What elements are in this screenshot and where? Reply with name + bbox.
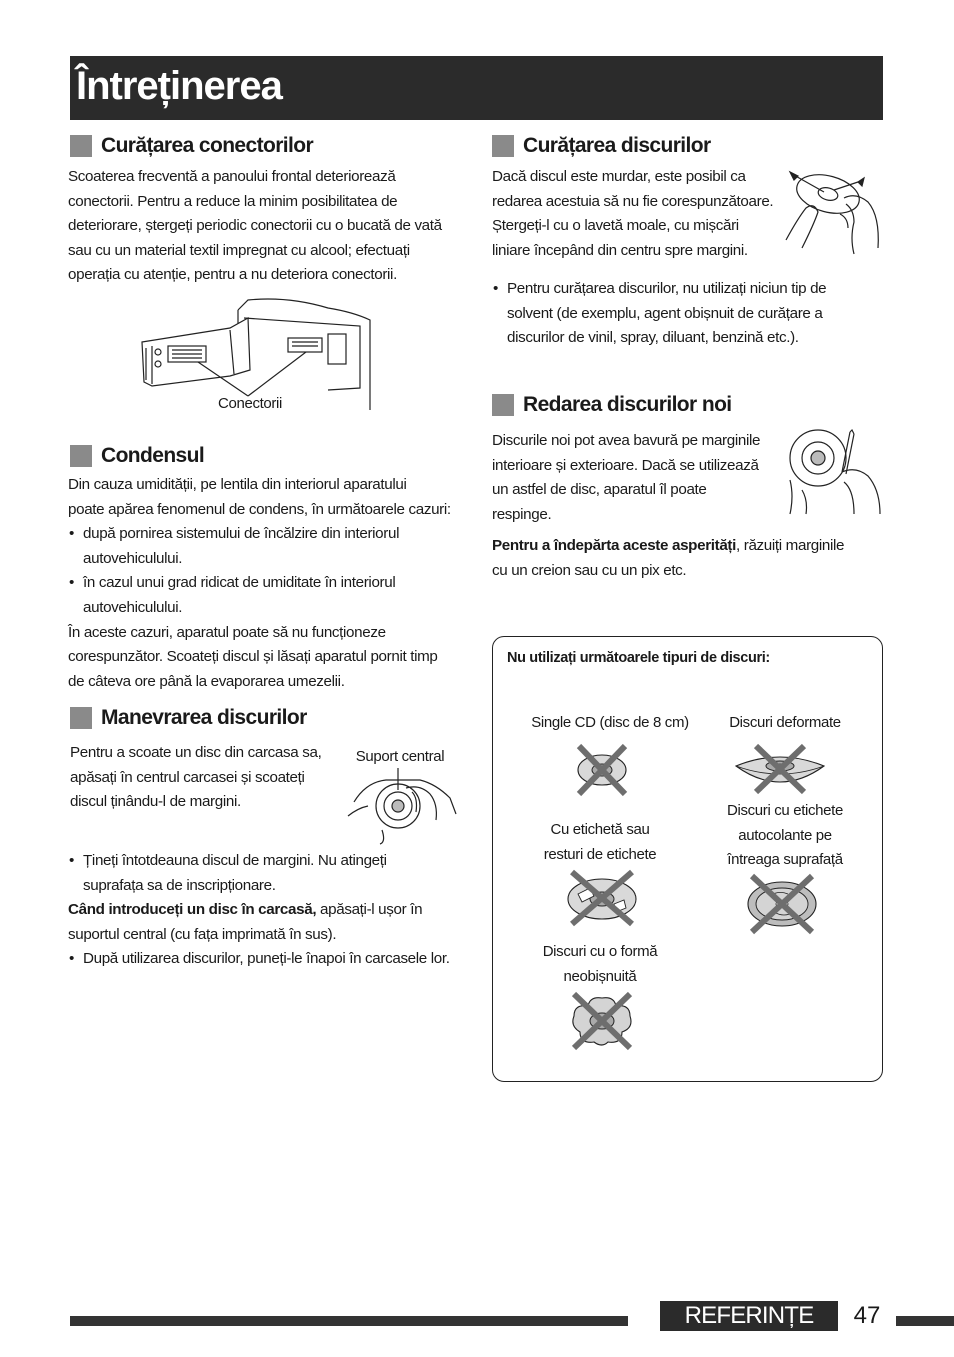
handling-text: • Țineți întotdeauna discul de margini. Nu atingeți suprafața sa de inscripționare. Când introduceți un disc în carcasă, apăsați-l ușor în suportul central (cu fața imprimată în sus). • După utilizarea discurilor, puneți-le înapoi în carcasele lor. xyxy=(68,849,468,972)
wiping-disc-illustration xyxy=(784,168,884,258)
footer-rule-right xyxy=(896,1316,954,1326)
sticker-disc-icon xyxy=(744,876,820,932)
footer-section-label: REFERINȚE xyxy=(660,1301,838,1331)
handling-intro: Pentru a scoate un disc din carcasa sa, apăsați în centrul carcasei și scoateți discul ținându-l de margini. xyxy=(70,744,322,811)
condensation-text: Din cauza umidității, pe lentila din interiorul aparatului poate apărea fenomenul de condens, în următoarele cazuri: • după pornirea sistemului de încălzire din interiorul autovehiculului. • în cazul unui grad ridicat de umiditate în interiorul autovehiculului. În aceste cazuri, aparatul poate să nu funcționeze corespunzător. Scoateți discul și lăsați aparatul pornit timp de câteva ore până la evaporarea umezelii. xyxy=(68,473,468,694)
handling-figure-label: Suport central xyxy=(355,748,445,765)
cleaning-text: Dacă discul este murdar, este posibil ca redarea acestuia să nu fie corespunzătoare. Ștergeți-l cu o lavetă moale, cu mișcări liniare începând din centru spre margini. xyxy=(492,168,774,259)
heading-square-icon xyxy=(70,135,92,157)
list-item: • în cazul unui grad ridicat de umiditate în interiorul autovehiculului. xyxy=(68,571,468,620)
item-caption-warped: Discuri deformate xyxy=(729,714,841,731)
connectors-figure-label: Conectorii xyxy=(217,395,283,412)
item-caption-odd-shape: Discuri cu o formă neobișnuită xyxy=(542,943,658,985)
list-item: • Pentru curățarea discurilor, nu utilizați niciun tip de solvent (de exemplu, agent obișnuit de curățare a discurilor de vinil, spray, diluant, benzină etc.). xyxy=(492,277,882,351)
section-heading-cleaning: Curățarea discurilor xyxy=(492,134,711,158)
section-heading-condensation: Condensul xyxy=(70,444,204,468)
page-number: 47 xyxy=(853,1302,881,1329)
list-item: • după pornirea sistemului de încălzire din interiorul autovehiculului. xyxy=(68,522,468,571)
labeled-disc-icon xyxy=(564,872,640,924)
list-item: • După utilizarea discurilor, puneți-le înapoi în carcasele lor. xyxy=(68,947,468,972)
page-title: Întreținerea xyxy=(76,64,282,108)
footer-rule-left xyxy=(70,1316,628,1326)
unusable-discs-heading: Nu utilizați următoarele tipuri de discuri: xyxy=(507,650,770,666)
new-discs-instructions: Pentru a îndepărta aceste asperități, răzuiți marginile cu un creion sau cu un pix etc. xyxy=(492,537,845,579)
heading-square-icon xyxy=(492,135,514,157)
pencil-disc-illustration xyxy=(784,430,884,514)
item-caption-labeled: Cu etichetă sau resturi de etichete xyxy=(543,821,657,863)
warped-disc-icon xyxy=(732,746,828,794)
heading-square-icon xyxy=(492,394,514,416)
title-bar xyxy=(70,56,883,120)
section-heading-new-discs: Redarea discurilor noi xyxy=(492,393,732,417)
section-heading-connectors: Curățarea conectorilor xyxy=(70,134,313,158)
single-cd-icon xyxy=(575,744,629,796)
item-caption-single-cd: Single CD (disc de 8 cm) xyxy=(531,714,689,731)
heading-square-icon xyxy=(70,707,92,729)
list-item: • Țineți întotdeauna discul de margini. Nu atingeți suprafața sa de inscripționare. xyxy=(68,849,468,898)
connectors-text: Scoaterea frecventă a panoului frontal deteriorează conectorii. Pentru a reduce la minim posibilitatea de deteriorare, ștergeți periodic conectorii cu o bucată de vată sau cu un material textil impregnat cu alcool; efectuați operația cu atenție, pentru a nu deteriora conectorii. xyxy=(68,168,442,284)
odd-shape-disc-icon xyxy=(568,994,636,1048)
new-discs-text: Discurile noi pot avea bavură pe marginile interioare și exterioare. Dacă se utilizează un astfel de disc, aparatul îl poate respinge. xyxy=(492,432,761,523)
disc-case-illustration xyxy=(346,768,458,844)
cleaning-bullet xyxy=(492,277,882,351)
item-caption-sticker: Discuri cu etichete autocolante pe întreaga suprafață xyxy=(727,802,843,868)
heading-square-icon xyxy=(70,445,92,467)
section-heading-handling: Manevrarea discurilor xyxy=(70,706,307,730)
